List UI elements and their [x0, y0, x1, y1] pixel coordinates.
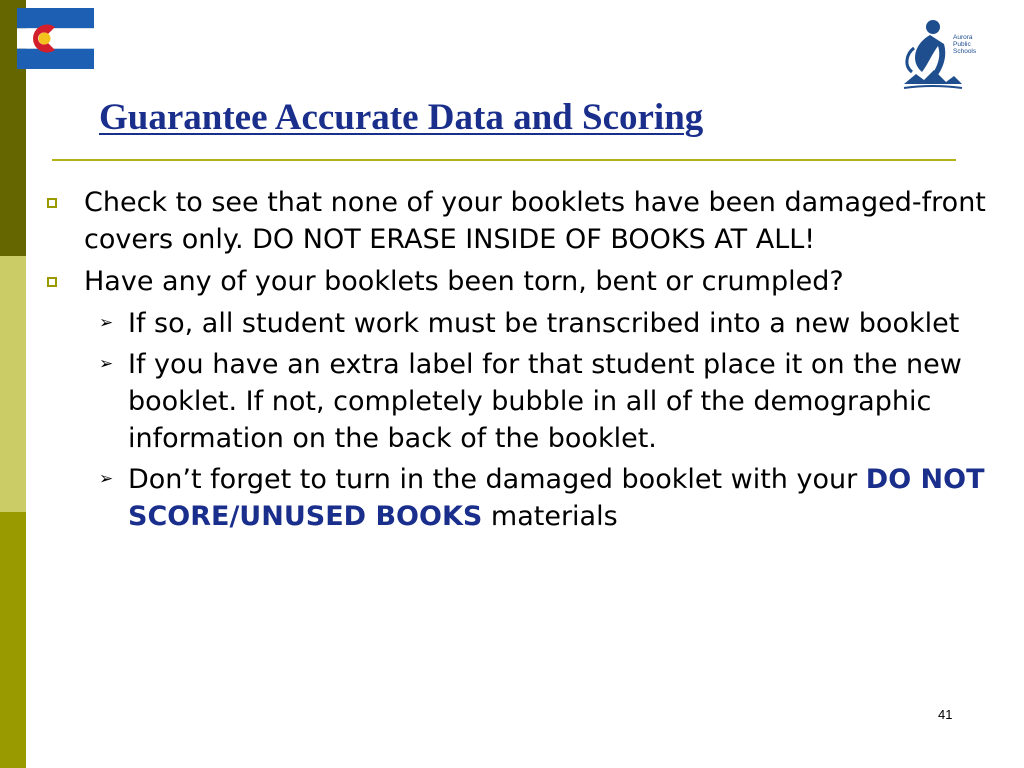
square-bullet-icon	[47, 277, 57, 287]
colorado-flag-icon	[17, 8, 94, 69]
slide-body	[47, 184, 997, 535]
slide-title: Guarantee Accurate Data and Scoring	[99, 97, 704, 138]
logo-wordmark	[953, 34, 976, 55]
sub-bullet-item	[99, 346, 997, 457]
square-bullet-icon	[47, 198, 57, 208]
aurora-public-schools-logo-icon	[902, 14, 978, 106]
logo-line: Schools	[953, 48, 977, 55]
left-bar-middle	[0, 256, 26, 512]
logo-line: Public	[953, 41, 971, 48]
sub-bullet-text-start: Don’t forget to turn in the damaged booklet with your	[128, 464, 866, 495]
bullet-text: Have any of your booklets been torn, bent or crumpled?	[84, 266, 844, 297]
emphasis-text: DO NOT SCORE/UNUSED BOOKS	[128, 464, 985, 532]
arrow-bullet-icon: ➢	[99, 313, 114, 333]
arrow-bullet-icon: ➢	[99, 469, 114, 489]
page-number: 41	[938, 707, 953, 722]
left-bar-bottom	[0, 512, 26, 768]
logo-line: Aurora	[953, 34, 973, 41]
sub-bullet-text: If so, all student work must be transcribed into a new booklet	[128, 308, 960, 339]
sub-bullet-item	[99, 305, 997, 342]
bullet-item	[47, 184, 997, 258]
sub-bullet-item	[99, 461, 997, 535]
title-divider	[52, 159, 956, 161]
sub-bullet-text-end: materials	[482, 501, 618, 532]
bullet-text: Check to see that none of your booklets have been damaged-front covers only. DO NOT ERASE INSIDE OF BOOKS AT ALL!	[84, 187, 986, 255]
sub-bullet-text: If you have an extra label for that student place it on the new booklet. If not, completely bubble in all of the demographic information on the back of the booklet.	[128, 349, 962, 454]
arrow-bullet-icon: ➢	[99, 354, 114, 374]
bullet-item	[47, 263, 997, 300]
